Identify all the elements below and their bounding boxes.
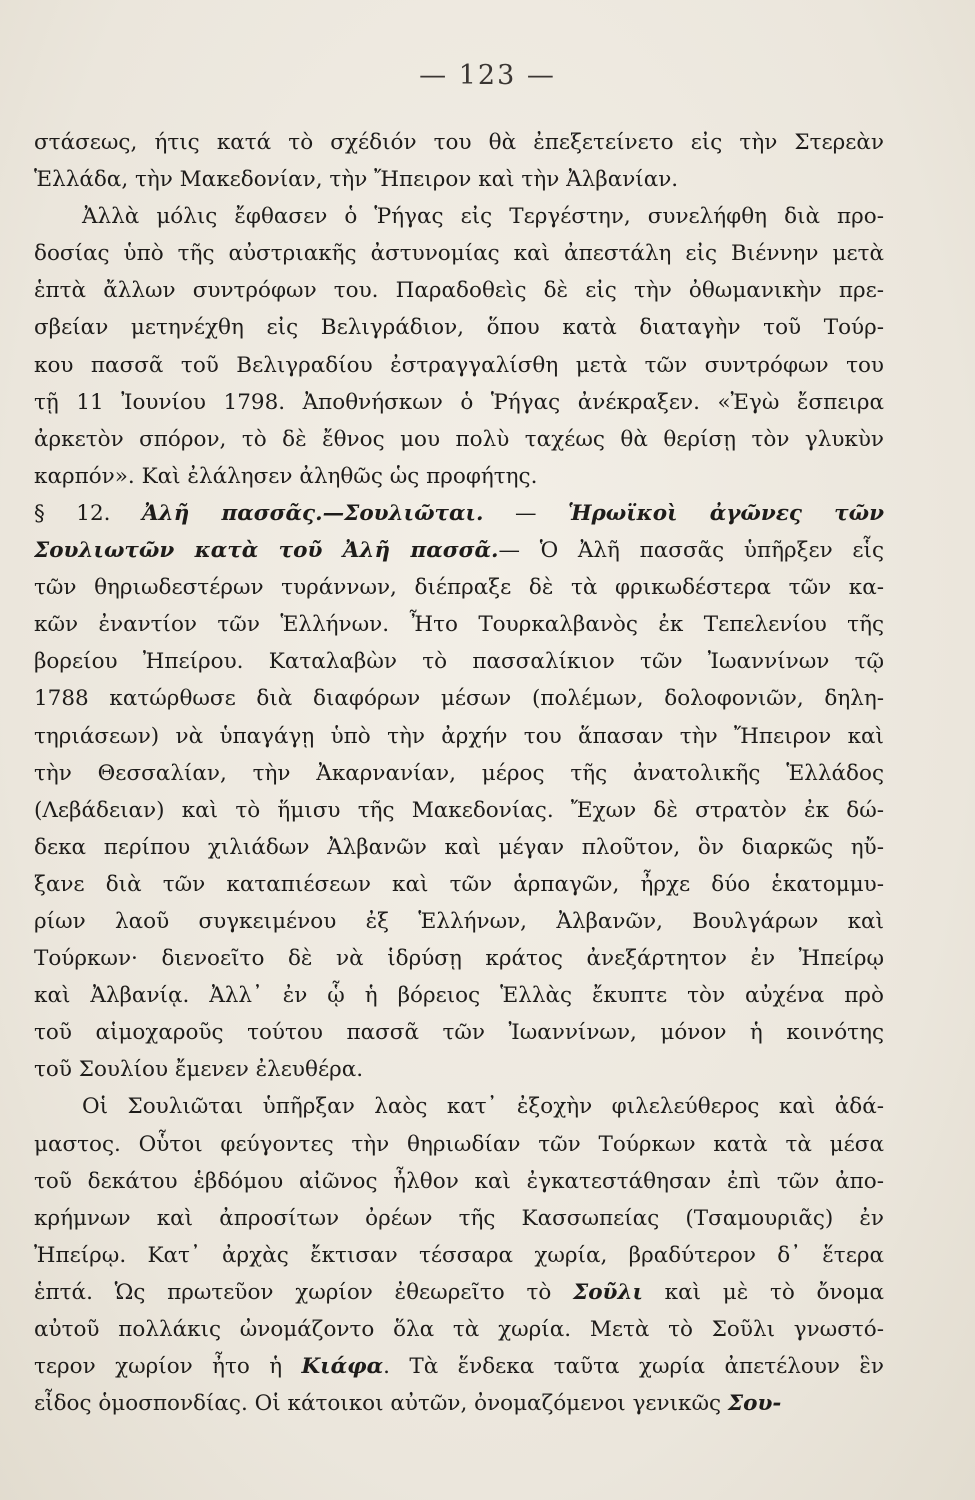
text-line <box>34 1088 884 1125</box>
text-line <box>34 347 884 384</box>
text-segment: τοῦ δεκάτου ἑβδόμου αἰῶνος ἦλθον καὶ ἐγκατεστάθησαν ἐπὶ τῶν ἀπο- <box>34 1168 884 1194</box>
text-segment: τοῦ Σουλίου ἔμενεν ἐλευθέρα. <box>34 1057 364 1083</box>
text-segment: ἑπτά. Ὡς πρωτεῦον χωρίον ἐθεωρεῖτο τὸ <box>34 1279 574 1305</box>
text-segment: . Τὰ ἕνδεκα ταῦτα χωρία ἀπετέλουν ἓν <box>383 1354 884 1380</box>
text-line <box>34 1014 884 1051</box>
text-line <box>34 198 884 235</box>
text-line <box>34 866 884 903</box>
text-segment: στάσεως, ήτις κατά τὸ σχέδιόν του θὰ ἐπεξετείνετο εἰς τὴν Στερεὰν <box>34 130 884 155</box>
text-line <box>34 792 884 829</box>
text-line <box>34 1051 884 1088</box>
text-segment: τῇ 11 Ἰουνίου 1798. Ἀποθνήσκων ὁ Ῥήγας ἀνέκραξεν. «Ἐγὼ ἔσπειρα <box>34 389 884 415</box>
text-line <box>34 829 884 866</box>
text-segment: τοῦ αἱμοχαροῦς τούτου πασσᾶ τῶν Ἰωαννίνων, μόνον ἡ κοινότης <box>34 1020 884 1046</box>
emphasized-text: Κιάφα <box>301 1354 384 1380</box>
text-line <box>34 940 884 977</box>
text-segment: δοσίας ὑπὸ τῆς αὐστριακῆς ἀστυνομίας καὶ ἀπεστάλη εἰς Βιέννην μετὰ <box>34 241 884 267</box>
text-segment: καρπόν». Καὶ ἐλάλησεν ἀληθῶς ὡς προφήτης. <box>34 463 538 489</box>
text-line <box>34 1237 884 1274</box>
text-line <box>34 718 884 755</box>
text-segment: ρίων λαοῦ συγκειμένου ἐξ Ἑλλήνων, Ἀλβανῶν, Βουλγάρων καὶ <box>34 908 884 934</box>
text-segment: (Λεβάδειαν) καὶ τὸ ἥμισυ τῆς Μακεδονίας. Ἔχων δὲ στρατὸν ἐκ δώ- <box>34 797 884 823</box>
text-segment: Οἱ Σουλιῶται ὑπῆρξαν λαὸς κατ᾿ ἐξοχὴν φιλελεύθερος καὶ ἀδά- <box>82 1094 884 1120</box>
text-line <box>34 1311 884 1348</box>
text-segment: αὐτοῦ πολλάκις ὠνομάζοντο ὅλα τὰ χωρία. Μετὰ τὸ Σοῦλι γνωστό- <box>34 1317 884 1342</box>
text-segment: ξανε διὰ τῶν καταπιέσεων καὶ τῶν ἁρπαγῶν, ἦρχε δύο ἑκατομμυ- <box>34 871 884 897</box>
text-line <box>34 161 884 198</box>
text-line <box>34 606 884 643</box>
text-line <box>34 1385 884 1422</box>
text-line <box>34 532 884 569</box>
text-line <box>34 569 884 606</box>
text-line <box>34 124 884 161</box>
text-segment: βορείου Ἠπείρου. Καταλαβὼν τὸ πασσαλίκιον τῶν Ἰωαννίνων τῷ <box>34 649 884 675</box>
text-line <box>34 1274 884 1311</box>
text-line <box>34 643 884 680</box>
text-line <box>34 272 884 309</box>
text-line <box>34 1200 884 1237</box>
text-segment: ἀρκετὸν σπόρον, τὸ δὲ ἔθνος μου πολὺ ταχέως θὰ θερίσῃ τὸν γλυκὺν <box>34 426 884 452</box>
text-segment: μαστος. Οὗτοι φεύγοντες τὴν θηριωδίαν τῶν Τούρκων κατὰ τὰ μέσα <box>34 1131 884 1157</box>
text-line <box>34 903 884 940</box>
text-segment: Ἑλλάδα, τὴν Μακεδονίαν, τὴν Ἤπειρον καὶ τὴν Ἀλβανίαν. <box>34 167 679 193</box>
emphasized-text: Ἀλῆ πασσᾶς.—Σουλιῶται. <box>141 500 484 526</box>
text-line <box>34 235 884 272</box>
text-line <box>34 977 884 1014</box>
text-segment: κου πασσᾶ τοῦ Βελιγραδίου ἐστραγγαλίσθη μετὰ τῶν συντρόφων του <box>34 352 884 378</box>
text-line <box>34 1126 884 1163</box>
text-line <box>34 1163 884 1200</box>
body-text <box>34 124 884 1422</box>
emphasized-text: Σοῦλι <box>573 1279 643 1305</box>
text-line <box>34 680 884 717</box>
text-segment: τηριάσεων) νὰ ὑπαγάγῃ ὑπὸ τὴν ἀρχήν του ἅπασαν τὴν Ἤπειρον καὶ <box>34 723 884 749</box>
page-number: — 123 — <box>419 60 556 91</box>
text-segment: — <box>483 500 568 526</box>
text-segment: δεκα περίπου χιλιάδων Ἀλβανῶν καὶ μέγαν πλοῦτον, ὃν διαρκῶς ηὔ- <box>34 834 884 860</box>
text-line <box>34 495 884 532</box>
text-line <box>34 1348 884 1385</box>
text-line <box>34 755 884 792</box>
text-segment: Ἠπείρῳ. Κατ᾿ ἀρχὰς ἔκτισαν τέσσαρα χωρία, βραδύτερον δ᾿ ἕτερα <box>34 1242 884 1268</box>
text-segment: κῶν ἐναντίον τῶν Ἑλλήνων. Ἦτο Τουρκαλβανὸς ἐκ Τεπελενίου τῆς <box>34 612 884 638</box>
text-segment: καὶ Ἀλβανίᾳ. Ἀλλ᾿ ἐν ᾧ ἡ βόρειος Ἑλλὰς ἔκυπτε τὸν αὐχένα πρὸ <box>34 983 884 1009</box>
text-line <box>34 309 884 346</box>
text-segment: καὶ μὲ τὸ ὄνομα <box>642 1279 884 1305</box>
text-segment: § 12. <box>34 500 142 526</box>
text-segment: ἑπτὰ ἄλλων συντρόφων του. Παραδοθεὶς δὲ εἰς τὴν ὀθωμανικὴν πρε- <box>34 278 884 304</box>
text-line <box>34 384 884 421</box>
text-line <box>34 421 884 458</box>
text-segment: κρήμνων καὶ ἀπροσίτων ὀρέων τῆς Κασσωπείας (Τσαμουριᾶς) ἐν <box>34 1205 884 1231</box>
text-segment: τῶν θηριωδεστέρων τυράννων, διέπραξε δὲ τὰ φρικωδέστερα τῶν κα- <box>34 575 884 601</box>
text-segment: τερον χωρίον ἦτο ἡ <box>34 1354 302 1380</box>
text-segment: 1788 κατώρθωσε διὰ διαφόρων μέσων (πολέμων, δολοφονιῶν, δηλη- <box>34 686 884 712</box>
text-segment: Τούρκων· διενοεῖτο δὲ νὰ ἱδρύσῃ κράτος ἀνεξάρτητον ἐν Ἠπείρῳ <box>34 946 884 972</box>
text-segment: σβείαν μετηνέχθη εἰς Βελιγράδιον, ὅπου κατὰ διαταγὴν τοῦ Τούρ- <box>34 315 884 341</box>
text-line <box>34 458 884 495</box>
emphasized-text: Σουλιωτῶν κατὰ τοῦ Ἀλῆ πασσᾶ. <box>34 538 499 564</box>
text-segment: Ἀλλὰ μόλις ἔφθασεν ὁ Ῥήγας εἰς Τεργέστην, συνελήφθη διὰ προ- <box>82 204 884 230</box>
text-segment: τὴν Θεσσαλίαν, τὴν Ἀκαρνανίαν, μέρος τῆς ἀνατολικῆς Ἑλλάδος <box>34 760 884 786</box>
text-segment: εἶδος ὁμοσπονδίας. Οἱ κάτοικοι αὐτῶν, ὀνομαζόμενοι γενικῶς <box>34 1391 728 1417</box>
text-segment: — Ὁ Ἀλῆ πασσᾶς ὑπῆρξεν εἷς <box>498 538 884 564</box>
emphasized-text: Ἡρωϊκοὶ ἀγῶνες τῶν <box>567 500 884 526</box>
emphasized-text: Σου- <box>727 1391 782 1417</box>
